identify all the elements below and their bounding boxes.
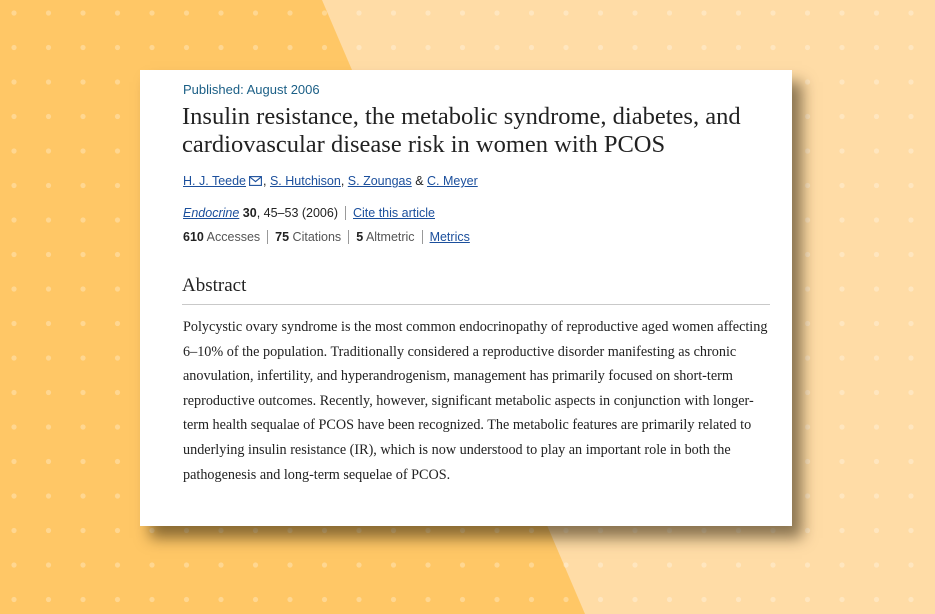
author-link-zoungas[interactable]: S. Zoungas	[347, 174, 412, 188]
author-link-hutchison[interactable]: S. Hutchison	[269, 174, 341, 188]
accesses-label: Accesses	[206, 230, 261, 244]
citations-label: Citations	[292, 230, 342, 244]
metrics-link[interactable]: Metrics	[429, 230, 470, 244]
author-link-meyer[interactable]: C. Meyer	[427, 174, 478, 188]
pages-year: , 45–53 (2006)	[256, 206, 338, 220]
altmetric-score: 5	[356, 230, 364, 244]
citations-count: 75	[275, 230, 290, 244]
journal-link[interactable]: Endocrine	[183, 206, 240, 220]
article-title: Insulin resistance, the metabolic syndrome, diabetes, and cardiovascular disease risk in women with PCOS	[182, 103, 741, 158]
author-separator: ,	[263, 174, 270, 188]
abstract-heading: Abstract	[182, 275, 247, 296]
section-divider	[182, 304, 770, 305]
accesses-count: 610	[183, 230, 204, 244]
author-list	[183, 174, 478, 189]
divider	[267, 230, 268, 244]
cite-article-link[interactable]: Cite this article	[353, 206, 435, 220]
author-separator: &	[411, 174, 428, 188]
citation-line	[183, 206, 435, 220]
divider	[348, 230, 349, 244]
divider	[422, 230, 423, 244]
abstract-text: Polycystic ovary syndrome is the most common endocrinopathy of reproductive aged women affecting 6–10% of the population. Traditionally considered a reproductive disorder manifesting as chronic anovulation, infertility, and hyperandrogenism, management has primarily focused on short-term reproductive outcomes. Recently, however, significant metabolic aspects in conjunction with longer-term health sequalae of PCOS have been recognized. The metabolic features are primarily related to underlying insulin resistance (IR), which is now understood to play an important role in both the pathogenesis and long-term sequelae of PCOS.	[183, 319, 768, 483]
article-card	[140, 70, 792, 526]
volume: 30	[242, 206, 257, 220]
author-link-teede[interactable]: H. J. Teede	[183, 174, 247, 188]
mail-icon[interactable]	[249, 175, 262, 189]
metrics-line	[183, 230, 470, 244]
author-separator: ,	[340, 174, 348, 188]
altmetric-label: Altmetric	[365, 230, 415, 244]
divider	[345, 206, 346, 220]
published-date: Published: August 2006	[183, 82, 320, 97]
